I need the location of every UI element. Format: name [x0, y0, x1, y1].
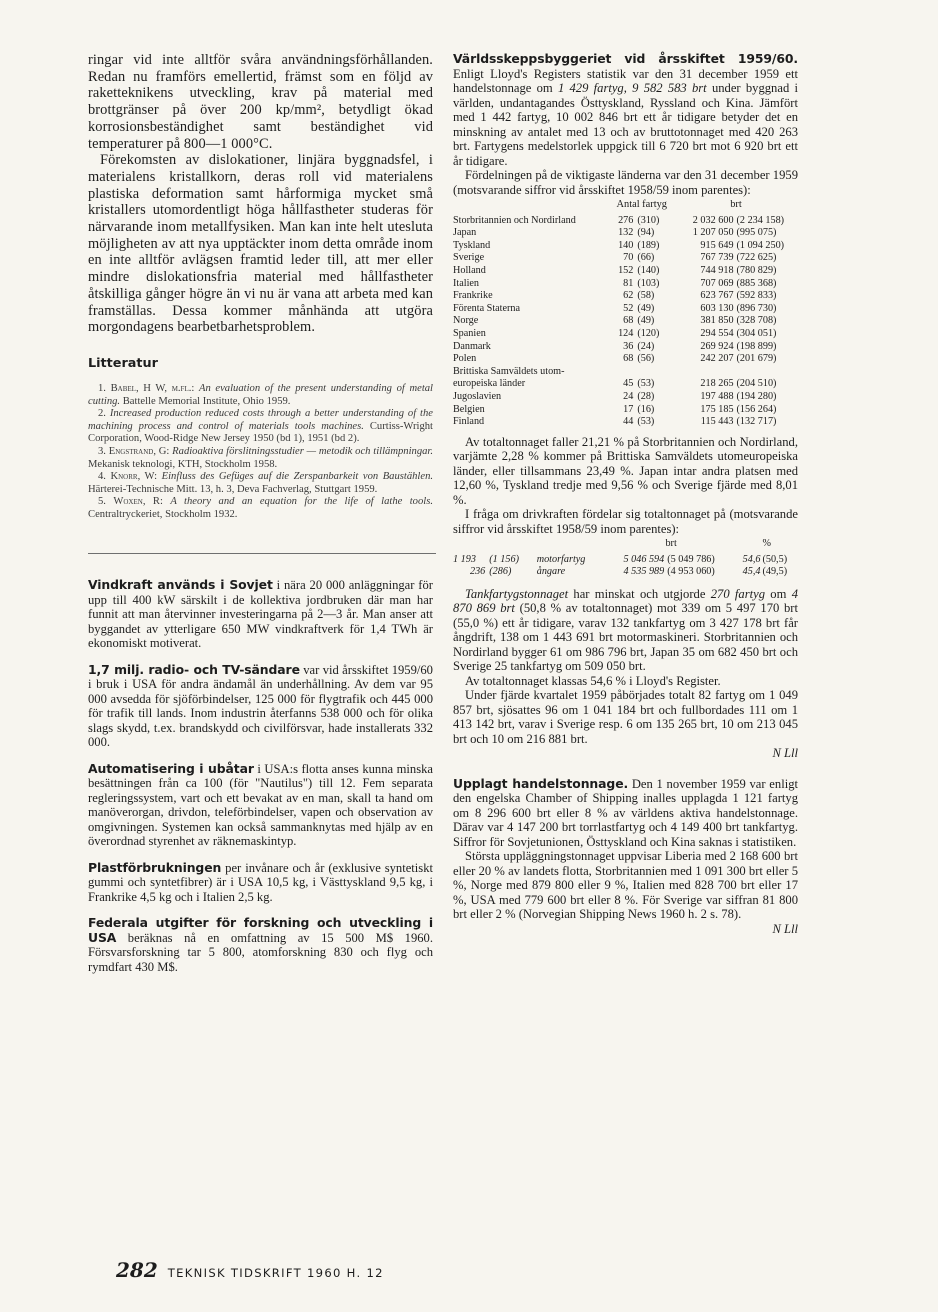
article-paragraph: Största uppläggningstonnaget uppvisar Liberia med 2 168 600 brt eller 20 % av landets flotta, Storbritannien med 1 091 300 brt eller 5 %, Norge med 879 800 eller 9 %, Italien med 828 700 brt eller 17 %, USA med 779 600 brt eller 8 %. För Sverige var siffran 81 800 brt eller 2 % (Norvegian Shipping News 1960 h. 2 s. 78). N Lll [453, 849, 798, 936]
reference-item: 1. Babel, H W, m.fl.: An evaluation of the present understanding of metal cutting. Battelle Memorial Institute, Ohio 1959. [88, 382, 433, 407]
table-row: 236 (286) ångare 4 535 989 (4 953 060) 45,4 (49,5) [469, 566, 788, 578]
column-header: Antal fartyg [616, 199, 667, 210]
article-paragraph: Tankfartygstonnaget har minskat och utgjorde 270 fartyg om 4 870 869 brt (50,8 % av totaltonnaget) mot 339 om 5 497 170 brt (55,0 %) ett år tidigare, varav 132 tankfartyg om 3 427 178 brt får ångdrift, 138 om 1 443 691 brt motormaskineri. Storbritannien och Nordirland bygger 61 om 986 796 brt, Japan 35 om 682 450 brt och Sverige 25 tankfartyg om 509 050 brt. [453, 586, 799, 674]
right-column [453, 52, 798, 936]
table-row: Sverige 70 (66) 767 739 (722 625) [453, 252, 777, 264]
page-number: 282 [116, 1258, 158, 1282]
article-paragraph: Under fjärde kvartalet 1959 påbörjades totalt 82 fartyg om 1 049 857 brt, sjösattes 96 om 1 041 184 brt och fullbordades 111 om 1 413 142 brt, varav i Sverige resp. 6 om 135 265 brt, 10 om 213 045 brt och 10 om 216 881 brt. N Lll [453, 688, 798, 761]
reference-item: 2. Increased production reduced costs through a better understanding of the machining process and control of materials tools machines. Curtiss-Wright Corporation, Wood-Ridge New Jersey 1950 (bd 1), 1951 (bd 2). [88, 408, 434, 445]
propulsion-table [453, 538, 798, 579]
table-row: Norge 68 (49) 381 850 (328 708) [453, 315, 777, 327]
section-divider [88, 553, 436, 554]
author-signature: N Lll [772, 746, 798, 761]
article-heading: Upplagt handelstonnage. [453, 775, 629, 791]
table-row: Finland 44 (53) 115 443 (132 717) [453, 416, 777, 428]
column-header: brt [665, 538, 677, 550]
article-paragraph: Världsskeppsbyggeriet vid årsskiftet 1959/60. Enligt Lloyd's Registers statistik var den 31 december 1959 ett handelstonnage om 1 429 fartyg, 9 582 583 brt under byggnad i världen, undantagandes Östtyskland, Ryssland och Kina. Jämfört med 1 442 fartyg, 10 002 846 brt ett år tidigare betyder det en minskning av antalet med 13 och av bruttotonnaget med 420 263 brt. Fartygens medelstorlek uppgick till 6 720 brt mot 6 920 brt ett år tidigare. [453, 51, 798, 168]
article-paragraph: Av totaltonnaget faller 21,21 % på Storbritannien och Nordirland, varjämte 2,28 % kommer på Brittiska Samväldets utomeuropeiska länder, eller tillsammans 23,49 %. Japan intar andra platsen med 12,60 %, Tyskland tredje med 9,56 % och Sverige fjärde med 8,01 %. [453, 434, 798, 507]
news-briefs [88, 578, 433, 974]
table-row: Spanien 124 (120) 294 554 (304 051) [453, 327, 777, 339]
table-row: Förenta Staterna 52 (49) 603 130 (896 730) [453, 302, 777, 314]
table-row: Belgien 17 (16) 175 185 (156 264) [453, 403, 777, 415]
reference-item: 4. Knorr, W: Einfluss des Gefüges auf die Zerspanbarkeit von Baustählen. Härterei-Technische Mitt. 13, h. 3, Deva Fachverlag, Stuttgart 1959. [88, 471, 434, 495]
article-paragraph: Fördelningen på de viktigaste länderna var den 31 december 1959 (motsvarande siffror vid årsskiftet 1958/59 inom parentes): [453, 168, 798, 197]
table-row: Japan 132 (94) 1 207 050 (995 075) [453, 227, 777, 239]
author-signature: N Lll [772, 921, 798, 936]
news-item: Vindkraft används i Sovjet i nära 20 000 anläggningar för upp till 400 kW särskilt i de kollektiva jordbruken där man har funnit att man återvinner investeringarna på 2—3 år. Man anser att byggandet av ytterligare 650 MW vindkraftverk för 1,4 TWh är ekonomiskt motiverat. [88, 577, 433, 651]
reference-item: 3. Engstrand, G: Radioaktiva förslitningsstudier — metodik och tillämpningar. Mekanisk teknologi, KTH, Stockholm 1958. [88, 445, 434, 470]
references-list [88, 383, 433, 522]
table-row: Storbritannien och Nordirland 276 (310) 2 032 600 (2 234 158) [453, 214, 785, 226]
table-row: Italien 81 (103) 707 069 (885 368) [453, 277, 777, 289]
references-heading: Litteratur [88, 355, 158, 371]
table-row: Jugoslavien 24 (28) 197 488 (194 280) [453, 390, 777, 402]
column-header: brt [730, 199, 742, 210]
article-heading: Världsskeppsbyggeriet vid årsskiftet 1959/60. [453, 51, 798, 66]
table-row: europeiska länder 45 (53) 218 265 (204 510) [453, 378, 777, 390]
news-item: 1,7 milj. radio- och TV-sändare var vid årsskiftet 1959/60 i bruk i USA för andra ändamål än underhållning. Av dem var 95 000 avsedda för sjöförbindelser, 125 000 för flygtrafik och 445 000 för trafik till lands. Inom industrin återfanns 538 000 och för olika slags skydd, t.ex. brandskydd och civilförsvar, hade installerats 332 000. [88, 661, 433, 750]
page-footer [116, 1258, 384, 1282]
table-row: Tyskland 140 (189) 915 649 (1 094 250) [453, 239, 785, 251]
table-row: Frankrike 62 (58) 623 767 (592 833) [453, 290, 777, 302]
news-item: Plastförbrukningen per invånare och år (exklusive syntetiskt gummi och syntetfibrer) är i USA 10,5 kg, i Västtyskland 9,5 kg, i Frankrike 4,5 kg och i Italien 2,5 kg. [88, 859, 433, 904]
table-row: Brittiska Samväldets utom- [453, 365, 565, 377]
country-table [453, 199, 798, 429]
article-paragraph: Upplagt handelstonnage. Den 1 november 1959 var enligt den engelska Chamber of Shipping inalles upplagda 1 121 fartyg om 8 296 600 brt eller 8 % av världens aktiva handelstonnage. Därav var 4 147 200 brt torrlastfartyg och 4 149 400 brt tankfartyg. Siffror för Sovjetunionen, Östtyskland och Kina saknas i statistiken. [453, 775, 798, 849]
article-paragraph: ringar vid inte alltför svåra användningsförhållanden. Redan nu framförs emellertid, främst som en följd av raketteknikens utveckling, krav på material med brottgränser på över 200 kp/mm², betydligt ökad korrosionsbeständighet samt beständighet vid temperaturer på 800—1 000°C. [88, 52, 433, 152]
table-row: Holland 152 (140) 744 918 (780 829) [453, 264, 777, 276]
article-paragraph: Av totaltonnaget klassas 54,6 % i Lloyd's Register. [465, 673, 721, 688]
table-row: Polen 68 (56) 242 207 (201 679) [453, 353, 777, 365]
news-item: Federala utgifter för forskning och utveckling i USA beräknas nå en omfattning av 15 500 M$ 1960. Försvarsforskning tar 5 800, atomforskning 830 och flyg och rymdfart 430 M$. [88, 915, 433, 974]
article-paragraph: I fråga om drivkraften fördelar sig totaltonnaget på (motsvarande siffror vid årsskiftet 1958/59 inom parentes): [453, 507, 798, 536]
journal-name: TEKNISK TIDSKRIFT 1960 H. 12 [167, 1266, 384, 1280]
table-row: 1 193 (1 156) motorfartyg 5 046 594 (5 049 786) 54,6 (50,5) [453, 553, 788, 565]
column-header: % [762, 538, 771, 550]
reference-item: 5. Woxen, R: A theory and an equation for the life of lathe tools. Centraltryckeriet, Stockholm 1932. [88, 496, 433, 520]
news-item: Automatisering i ubåtar i USA:s flotta anses kunna minska besättningen från ca 100 (för "Nautilus") till 12. Fem separata regleringssystem, vart och ett bevakat av en man, skall ta hand om manöverorgan, drivdon, teleförbindelser, vapen och observation av omgivningen. Systemen kan också sammanknytas med hjälp av en överordnad styrenhet av räknemaskintyp. [88, 760, 433, 849]
left-column [88, 52, 433, 986]
table-row: Danmark 36 (24) 269 924 (198 899) [453, 340, 777, 352]
article-paragraph: Förekomsten av dislokationer, linjära byggnadsfel, i materialens kristallkorn, deras roll vid materialens plastiska deformation samt hårformiga mycket små kristallers utomordentligt höga hållfastheter studeras för närvarande inom metallfysiken. Man kan inte helt utesluta möjligheten av att nya upptäckter inom detta område inom en inte alltför avlägsen framtid leder till, att mer eller mindre dislokationsfria material med hållfastheter åtskilliga gånger högre än vi nu är vana att arbeta med kan framställas. Dessa kommer månhända att utgöra morgondagens bearbetbarhetsproblem. [88, 152, 433, 336]
